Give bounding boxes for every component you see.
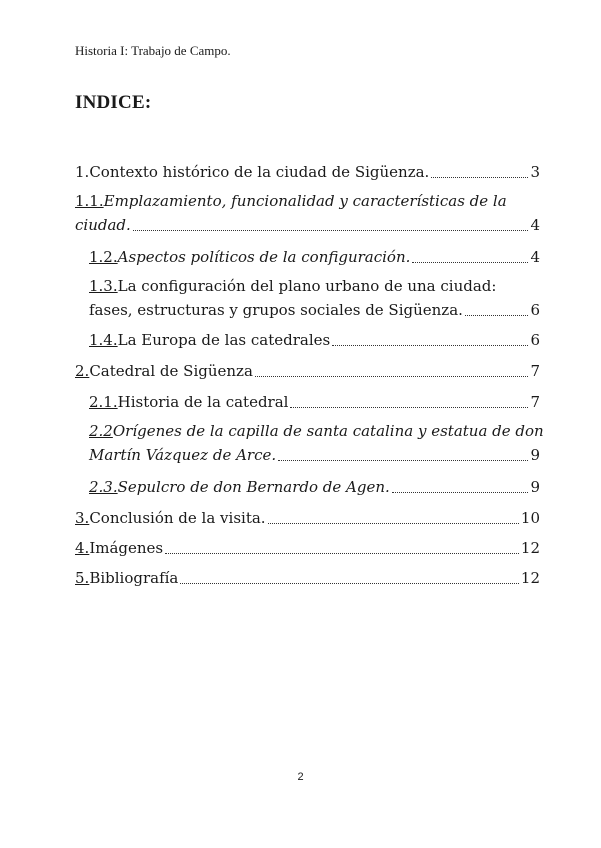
toc-entry-text: Orígenes de la capilla de santa catalina y estatua de don	[112, 422, 544, 440]
leader-dots	[465, 315, 529, 316]
toc-entry-2-2[interactable]	[89, 419, 544, 467]
toc-entry-1-1[interactable]	[75, 189, 540, 237]
toc-entry-text: Aspectos políticos de la configuración.	[117, 248, 411, 266]
toc-entry-number: 2.2	[89, 422, 113, 440]
toc-entry-1-3[interactable]	[89, 274, 540, 322]
toc-entry-text: Contexto histórico de la ciudad de Sigüenza.	[89, 163, 430, 181]
toc-entry-number: 1.4.	[89, 331, 118, 349]
toc-entry-text: Catedral de Sigüenza	[89, 362, 253, 380]
toc-entry-page: 6	[530, 331, 540, 349]
toc-entry-4[interactable]	[75, 536, 540, 560]
toc-entry-page: 4	[530, 216, 540, 234]
toc-entry-number: 1.3.	[89, 277, 118, 295]
toc-entry-number: 4.	[75, 539, 90, 557]
toc-entry-text: Emplazamiento, funcionalidad y características de la	[103, 192, 507, 210]
page-number: 2	[297, 771, 304, 783]
toc-entry-text: Imágenes	[89, 539, 164, 557]
leader-dots	[133, 230, 529, 231]
toc-entry-2-1[interactable]	[89, 390, 540, 414]
toc-entry-1[interactable]	[75, 160, 540, 184]
toc-entry-number: 1.1.	[75, 192, 104, 210]
toc-entry-number: 1.2.	[89, 248, 118, 266]
leader-dots	[180, 583, 519, 584]
toc-entry-page: 12	[520, 539, 540, 557]
toc-entry-page: 9	[530, 478, 540, 496]
toc-entry-page: 3	[530, 163, 540, 181]
toc-entry-text: Conclusión de la visita.	[89, 509, 266, 527]
toc-entry-page: 10	[520, 509, 540, 527]
toc-entry-text-cont: Martín Vázquez de Arce.	[89, 446, 277, 464]
toc-entry-page: 12	[520, 569, 540, 587]
toc-entry-1-4[interactable]	[89, 328, 540, 352]
leader-dots	[165, 553, 519, 554]
toc-entry-page: 7	[530, 393, 540, 411]
toc-entry-text: Sepulcro de don Bernardo de Agen.	[117, 478, 390, 496]
toc-entry-number: 2.3.	[89, 478, 118, 496]
leader-dots	[255, 376, 529, 377]
leader-dots	[290, 407, 528, 408]
toc-entry-page: 7	[530, 362, 540, 380]
toc-entry-2-3[interactable]	[89, 475, 540, 499]
leader-dots	[412, 262, 528, 263]
toc-entry-page: 9	[530, 446, 540, 464]
leader-dots	[332, 345, 528, 346]
toc-entry-text-cont: fases, estructuras y grupos sociales de Sigüenza.	[89, 301, 463, 319]
toc-entry-page: 6	[530, 301, 540, 319]
toc-entry-number: 2.1.	[89, 393, 118, 411]
toc-entry-number: 5.	[75, 569, 90, 587]
toc-entry-5[interactable]	[75, 566, 540, 590]
leader-dots	[431, 177, 528, 178]
leader-dots	[268, 523, 519, 524]
toc-entry-3[interactable]	[75, 506, 540, 530]
toc-entry-text: La configuración del plano urbano de una ciudad:	[117, 277, 497, 295]
leader-dots	[278, 460, 528, 461]
index-title: INDICE:	[75, 92, 152, 113]
page-header: Historia I: Trabajo de Campo.	[75, 43, 231, 58]
toc-entry-number: 2.	[75, 362, 90, 380]
toc-entry-text: Historia de la catedral	[117, 393, 289, 411]
toc-entry-text-cont: ciudad.	[75, 216, 131, 234]
toc-entry-1-2[interactable]	[89, 245, 540, 269]
toc-entry-text: La Europa de las catedrales	[117, 331, 331, 349]
toc-entry-text: Bibliografía	[89, 569, 179, 587]
toc-entry-2[interactable]	[75, 359, 540, 383]
toc-entry-number: 3.	[75, 509, 90, 527]
toc-entry-page: 4	[530, 248, 540, 266]
toc-entry-number: 1.	[75, 163, 90, 181]
leader-dots	[392, 492, 529, 493]
